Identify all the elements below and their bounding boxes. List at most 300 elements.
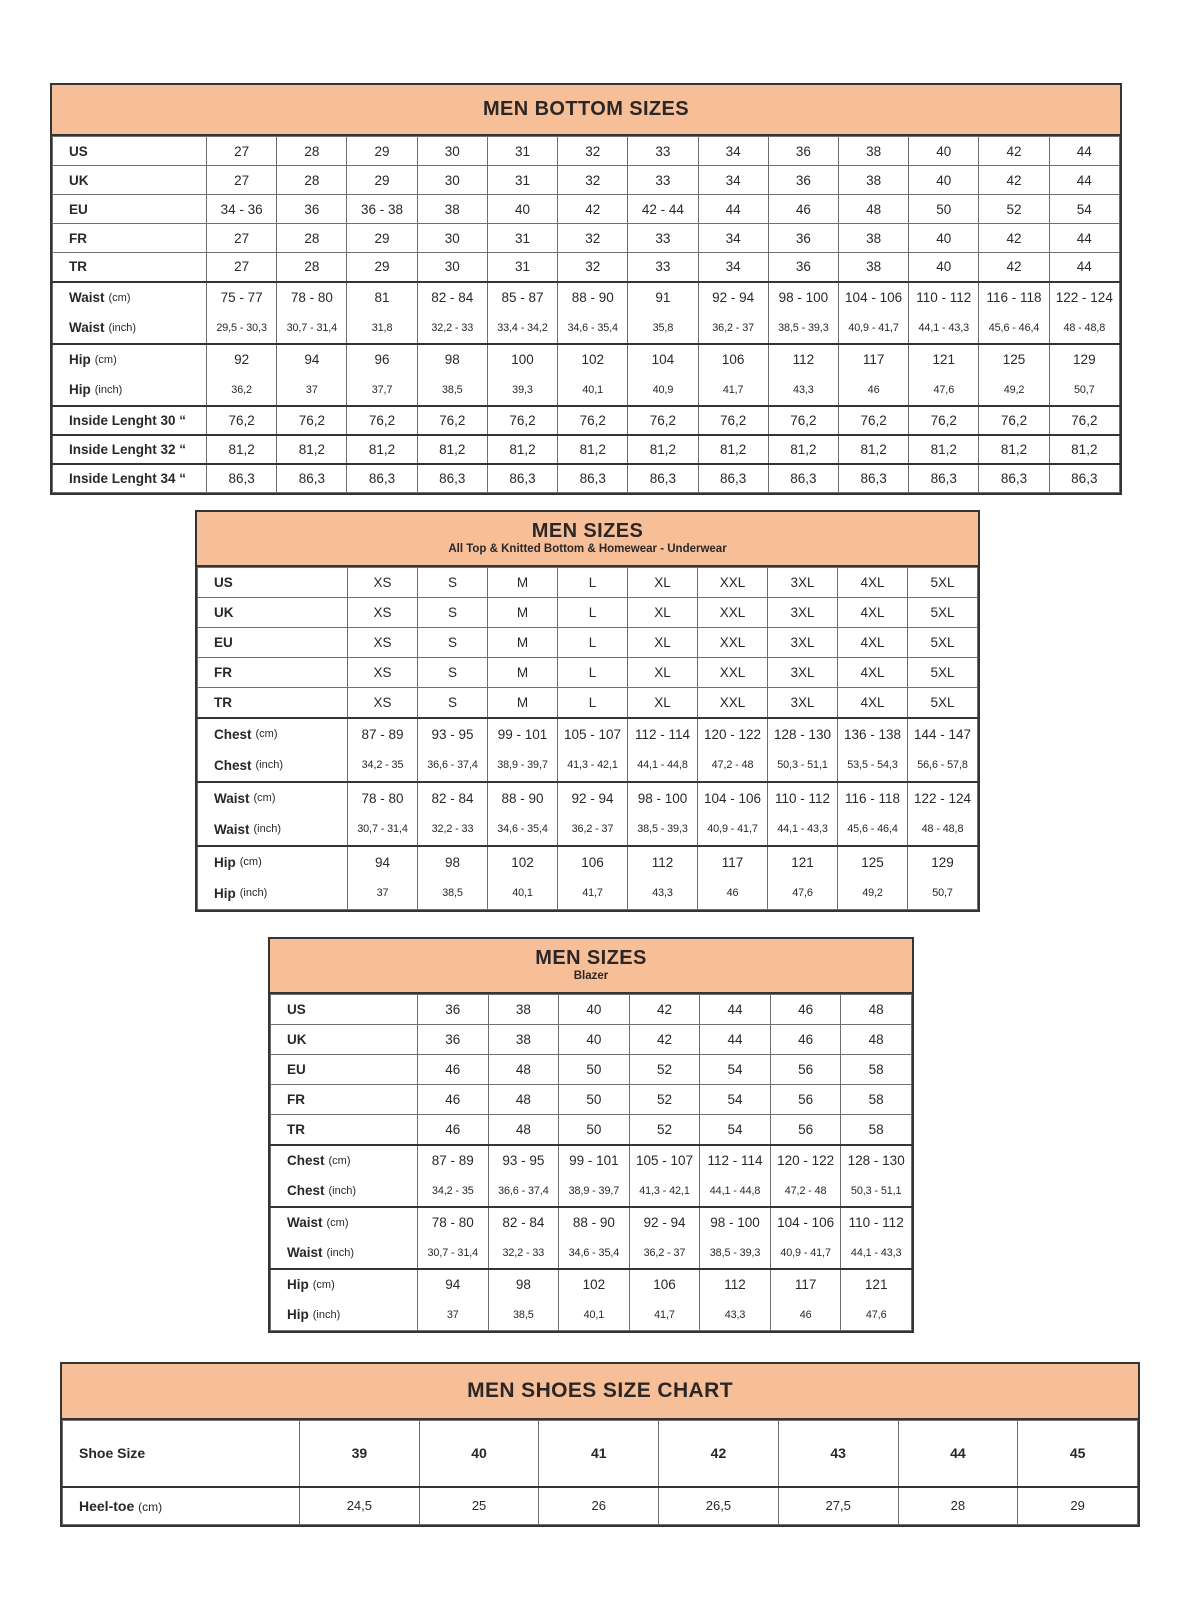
value-cell: 87 - 89 34,2 - 35 — [348, 718, 418, 782]
table-header-men-sizes-blazer — [270, 939, 912, 994]
value-cell: 82 - 84 32,2 - 33 — [488, 1207, 559, 1269]
value-cell: 4XL — [838, 598, 908, 628]
value-cell: S — [418, 568, 488, 598]
value-cell: 29 — [347, 166, 417, 195]
value-cell: 86,3 — [979, 464, 1049, 493]
value-cell: 81,2 — [698, 435, 768, 464]
table-row — [63, 1487, 1138, 1525]
value-cell: M — [488, 598, 558, 628]
value-cell: 112 - 114 44,1 - 44,8 — [628, 718, 698, 782]
value-cell: XL — [628, 628, 698, 658]
table-row — [271, 1269, 912, 1331]
value-cell: 86,3 — [768, 464, 838, 493]
value-cell: 52 — [629, 1085, 700, 1115]
men-shoes-size-grid — [62, 1420, 1138, 1525]
table-title: MEN SIZES — [535, 947, 647, 970]
value-cell: 92 36,2 — [207, 344, 277, 406]
value-cell: XS — [348, 568, 418, 598]
value-cell: 76,2 — [698, 406, 768, 435]
value-cell: 120 - 122 47,2 - 48 — [698, 718, 768, 782]
value-cell: 34 — [698, 253, 768, 282]
value-cell: 30 — [417, 253, 487, 282]
value-cell: 81,2 — [487, 435, 557, 464]
value-cell: 48 — [838, 195, 908, 224]
value-cell: XXL — [698, 688, 768, 718]
value-cell: 116 - 118 45,6 - 46,4 — [979, 282, 1049, 344]
value-cell: 40 — [909, 253, 979, 282]
value-cell: 76,2 — [487, 406, 557, 435]
value-cell: 48 — [841, 1025, 912, 1055]
value-cell: XL — [628, 658, 698, 688]
men-sizes-blazer-table — [268, 937, 914, 1333]
value-cell: 5XL — [908, 568, 978, 598]
value-cell: 36 — [418, 1025, 489, 1055]
value-cell: M — [488, 658, 558, 688]
row-label: Inside Lenght 34 “ — [53, 464, 207, 493]
row-label: TR — [271, 1115, 418, 1145]
value-cell: XL — [628, 598, 698, 628]
value-cell: 81,2 — [277, 435, 347, 464]
value-cell: 86,3 — [487, 464, 557, 493]
value-cell: 128 - 130 50,3 - 51,1 — [841, 1145, 912, 1207]
value-cell: 81,2 — [347, 435, 417, 464]
value-cell: 25 — [419, 1487, 539, 1525]
value-cell: 91 35,8 — [628, 282, 698, 344]
value-cell: 50 — [909, 195, 979, 224]
table-row — [53, 435, 1120, 464]
value-cell: 26,5 — [659, 1487, 779, 1525]
value-cell: 106 41,7 — [629, 1269, 700, 1331]
table-row — [198, 718, 978, 782]
value-cell: 129 50,7 — [1049, 344, 1119, 406]
value-cell: 117 46 — [770, 1269, 841, 1331]
value-cell: 29 — [1018, 1487, 1138, 1525]
value-cell: 48 — [488, 1115, 559, 1145]
value-cell: 86,3 — [628, 464, 698, 493]
value-cell: 50 — [559, 1115, 630, 1145]
value-cell: 31 — [487, 253, 557, 282]
value-cell: 56 — [770, 1115, 841, 1145]
table-row — [198, 688, 978, 718]
value-cell: 44 — [698, 195, 768, 224]
value-cell: 78 - 80 30,7 - 31,4 — [348, 782, 418, 846]
value-cell: 40 — [419, 1421, 539, 1487]
value-cell: 40 — [909, 137, 979, 166]
value-cell: 44 — [898, 1421, 1018, 1487]
value-cell: 100 39,3 — [487, 344, 557, 406]
value-cell: 34 — [698, 166, 768, 195]
value-cell: 92 - 94 36,2 - 37 — [629, 1207, 700, 1269]
table-row — [53, 253, 1120, 282]
value-cell: 33 — [628, 253, 698, 282]
value-cell: 3XL — [768, 658, 838, 688]
value-cell: 76,2 — [558, 406, 628, 435]
value-cell: 93 - 95 36,6 - 37,4 — [418, 718, 488, 782]
value-cell: 98 - 100 38,5 - 39,3 — [628, 782, 698, 846]
row-label: Heel-toe (cm) — [63, 1487, 300, 1525]
value-cell: 38 — [838, 224, 908, 253]
value-cell: L — [558, 628, 628, 658]
value-cell: S — [418, 658, 488, 688]
row-label: EU — [271, 1055, 418, 1085]
row-label: Chest (cm) Chest (inch) — [198, 718, 348, 782]
value-cell: 112 43,3 — [700, 1269, 771, 1331]
value-cell: 44 — [1049, 137, 1119, 166]
value-cell: 4XL — [838, 568, 908, 598]
value-cell: 102 40,1 — [558, 344, 628, 406]
value-cell: 76,2 — [1049, 406, 1119, 435]
table-row — [271, 1145, 912, 1207]
value-cell: L — [558, 658, 628, 688]
value-cell: 105 - 107 41,3 - 42,1 — [558, 718, 628, 782]
value-cell: 94 37 — [418, 1269, 489, 1331]
value-cell: 86,3 — [838, 464, 908, 493]
row-label: US — [198, 568, 348, 598]
row-label: FR — [271, 1085, 418, 1115]
value-cell: 76,2 — [277, 406, 347, 435]
table-row — [63, 1421, 1138, 1487]
value-cell: 110 - 112 44,1 - 43,3 — [768, 782, 838, 846]
value-cell: 42 — [979, 137, 1049, 166]
value-cell: M — [488, 568, 558, 598]
value-cell: 76,2 — [207, 406, 277, 435]
value-cell: 24,5 — [300, 1487, 420, 1525]
value-cell: 39 — [300, 1421, 420, 1487]
value-cell: 31 — [487, 224, 557, 253]
row-label: US — [271, 995, 418, 1025]
value-cell: 81,2 — [207, 435, 277, 464]
value-cell: 86,3 — [698, 464, 768, 493]
value-cell: 58 — [841, 1085, 912, 1115]
table-title: MEN BOTTOM SIZES — [482, 98, 690, 120]
value-cell: 94 37 — [277, 344, 347, 406]
table-subtitle: Blazer — [573, 970, 609, 983]
value-cell: 36 — [277, 195, 347, 224]
value-cell: 42 — [629, 1025, 700, 1055]
table-title: MEN SHOES SIZE CHART — [467, 1378, 733, 1402]
value-cell: 32 — [558, 166, 628, 195]
value-cell: 92 - 94 36,2 - 37 — [698, 282, 768, 344]
value-cell: XL — [628, 688, 698, 718]
table-row — [271, 995, 912, 1025]
value-cell: 85 - 87 33,4 - 34,2 — [487, 282, 557, 344]
row-label: Inside Lenght 30 “ — [53, 406, 207, 435]
value-cell: 38 — [417, 195, 487, 224]
table-header-men-bottom-sizes — [52, 85, 1120, 136]
value-cell: 104 - 106 40,9 - 41,7 — [838, 282, 908, 344]
value-cell: 44 — [1049, 166, 1119, 195]
value-cell: 86,3 — [277, 464, 347, 493]
value-cell: 27,5 — [778, 1487, 898, 1525]
value-cell: 50 — [559, 1085, 630, 1115]
value-cell: 33 — [628, 137, 698, 166]
value-cell: 38 — [838, 253, 908, 282]
value-cell: 36 - 38 — [347, 195, 417, 224]
table-row — [198, 568, 978, 598]
value-cell: 36 — [418, 995, 489, 1025]
value-cell: 46 — [768, 195, 838, 224]
value-cell: 94 37 — [348, 846, 418, 910]
value-cell: 38 — [838, 166, 908, 195]
value-cell: 144 - 147 56,6 - 57,8 — [908, 718, 978, 782]
value-cell: 27 — [207, 224, 277, 253]
value-cell: 81,2 — [768, 435, 838, 464]
value-cell: 128 - 130 50,3 - 51,1 — [768, 718, 838, 782]
value-cell: 46 — [418, 1085, 489, 1115]
value-cell: 98 - 100 38,5 - 39,3 — [768, 282, 838, 344]
value-cell: 76,2 — [347, 406, 417, 435]
value-cell: 48 — [488, 1085, 559, 1115]
table-title: MEN SIZES — [531, 520, 644, 543]
value-cell: 98 38,5 — [488, 1269, 559, 1331]
value-cell: 42 — [979, 253, 1049, 282]
value-cell: 42 — [979, 166, 1049, 195]
value-cell: 86,3 — [417, 464, 487, 493]
value-cell: 43 — [778, 1421, 898, 1487]
value-cell: XS — [348, 598, 418, 628]
value-cell: 40 — [909, 166, 979, 195]
value-cell: 87 - 89 34,2 - 35 — [418, 1145, 489, 1207]
value-cell: 29 — [347, 224, 417, 253]
value-cell: 76,2 — [838, 406, 908, 435]
value-cell: XXL — [698, 658, 768, 688]
value-cell: 26 — [539, 1487, 659, 1525]
value-cell: 58 — [841, 1115, 912, 1145]
value-cell: 52 — [629, 1115, 700, 1145]
value-cell: L — [558, 688, 628, 718]
value-cell: 54 — [700, 1115, 771, 1145]
value-cell: 40 — [909, 224, 979, 253]
value-cell: 102 40,1 — [488, 846, 558, 910]
value-cell: XXL — [698, 628, 768, 658]
table-row — [53, 344, 1120, 406]
value-cell: 42 — [659, 1421, 779, 1487]
table-row — [53, 224, 1120, 253]
value-cell: 117 46 — [698, 846, 768, 910]
row-label: EU — [53, 195, 207, 224]
value-cell: 40 — [487, 195, 557, 224]
value-cell: 4XL — [838, 658, 908, 688]
row-label: Shoe Size — [63, 1421, 300, 1487]
value-cell: 81 31,8 — [347, 282, 417, 344]
value-cell: 112 43,3 — [628, 846, 698, 910]
value-cell: 105 - 107 41,3 - 42,1 — [629, 1145, 700, 1207]
row-label: TR — [198, 688, 348, 718]
value-cell: 121 47,6 — [768, 846, 838, 910]
value-cell: 125 49,2 — [838, 846, 908, 910]
row-label: UK — [53, 166, 207, 195]
row-label: Hip (cm) Hip (inch) — [53, 344, 207, 406]
value-cell: 58 — [841, 1055, 912, 1085]
value-cell: 36 — [768, 166, 838, 195]
value-cell: 120 - 122 47,2 - 48 — [770, 1145, 841, 1207]
value-cell: 5XL — [908, 628, 978, 658]
value-cell: 56 — [770, 1085, 841, 1115]
value-cell: 104 - 106 40,9 - 41,7 — [698, 782, 768, 846]
value-cell: 88 - 90 34,6 - 35,4 — [559, 1207, 630, 1269]
value-cell: 110 - 112 44,1 - 43,3 — [909, 282, 979, 344]
value-cell: 4XL — [838, 688, 908, 718]
table-row — [53, 166, 1120, 195]
value-cell: 27 — [207, 166, 277, 195]
value-cell: 54 — [700, 1055, 771, 1085]
table-row — [53, 406, 1120, 435]
table-row — [271, 1025, 912, 1055]
table-row — [198, 628, 978, 658]
table-row — [53, 195, 1120, 224]
value-cell: 40 — [559, 995, 630, 1025]
table-header-men-sizes-top — [197, 512, 978, 567]
row-label: Waist (cm) Waist (inch) — [53, 282, 207, 344]
table-row — [271, 1207, 912, 1269]
value-cell: 93 - 95 36,6 - 37,4 — [488, 1145, 559, 1207]
value-cell: 86,3 — [558, 464, 628, 493]
men-sizes-top-table — [195, 510, 980, 912]
value-cell: 54 — [700, 1085, 771, 1115]
value-cell: XXL — [698, 598, 768, 628]
value-cell: XXL — [698, 568, 768, 598]
row-label: EU — [198, 628, 348, 658]
value-cell: 98 38,5 — [417, 344, 487, 406]
value-cell: 76,2 — [979, 406, 1049, 435]
value-cell: L — [558, 598, 628, 628]
value-cell: 81,2 — [417, 435, 487, 464]
value-cell: 52 — [629, 1055, 700, 1085]
value-cell: 116 - 118 45,6 - 46,4 — [838, 782, 908, 846]
row-label: TR — [53, 253, 207, 282]
value-cell: 75 - 77 29,5 - 30,3 — [207, 282, 277, 344]
value-cell: 82 - 84 32,2 - 33 — [418, 782, 488, 846]
value-cell: 3XL — [768, 628, 838, 658]
row-label: Waist (cm) Waist (inch) — [198, 782, 348, 846]
value-cell: 36 — [768, 137, 838, 166]
table-row — [198, 658, 978, 688]
value-cell: 88 - 90 34,6 - 35,4 — [558, 282, 628, 344]
value-cell: 5XL — [908, 688, 978, 718]
value-cell: S — [418, 688, 488, 718]
value-cell: 76,2 — [768, 406, 838, 435]
men-bottom-sizes-table — [50, 83, 1122, 495]
value-cell: 92 - 94 36,2 - 37 — [558, 782, 628, 846]
value-cell: 40 — [559, 1025, 630, 1055]
value-cell: 45 — [1018, 1421, 1138, 1487]
value-cell: 81,2 — [1049, 435, 1119, 464]
value-cell: 44 — [700, 995, 771, 1025]
value-cell: 104 - 106 40,9 - 41,7 — [770, 1207, 841, 1269]
value-cell: 99 - 101 38,9 - 39,7 — [488, 718, 558, 782]
value-cell: 42 — [558, 195, 628, 224]
table-row — [53, 137, 1120, 166]
value-cell: 56 — [770, 1055, 841, 1085]
value-cell: 81,2 — [909, 435, 979, 464]
value-cell: 96 37,7 — [347, 344, 417, 406]
row-label: Hip (cm) Hip (inch) — [198, 846, 348, 910]
table-row — [271, 1055, 912, 1085]
value-cell: 38 — [838, 137, 908, 166]
table-row — [53, 282, 1120, 344]
value-cell: 48 — [488, 1055, 559, 1085]
value-cell: 121 47,6 — [909, 344, 979, 406]
row-label: Chest (cm) Chest (inch) — [271, 1145, 418, 1207]
value-cell: 3XL — [768, 598, 838, 628]
value-cell: 54 — [1049, 195, 1119, 224]
value-cell: 50 — [559, 1055, 630, 1085]
value-cell: 31 — [487, 137, 557, 166]
value-cell: M — [488, 628, 558, 658]
value-cell: 48 — [841, 995, 912, 1025]
value-cell: 36 — [768, 224, 838, 253]
value-cell: 86,3 — [347, 464, 417, 493]
value-cell: 121 47,6 — [841, 1269, 912, 1331]
value-cell: 4XL — [838, 628, 908, 658]
value-cell: 41 — [539, 1421, 659, 1487]
value-cell: 3XL — [768, 688, 838, 718]
value-cell: 33 — [628, 166, 698, 195]
row-label: Waist (cm) Waist (inch) — [271, 1207, 418, 1269]
value-cell: XS — [348, 628, 418, 658]
row-label: Inside Lenght 32 “ — [53, 435, 207, 464]
value-cell: 46 — [770, 995, 841, 1025]
value-cell: 28 — [898, 1487, 1018, 1525]
value-cell: 5XL — [908, 658, 978, 688]
table-header-men-shoes — [62, 1364, 1138, 1420]
value-cell: 117 46 — [838, 344, 908, 406]
value-cell: 29 — [347, 253, 417, 282]
value-cell: S — [418, 628, 488, 658]
value-cell: 44 — [1049, 224, 1119, 253]
row-label: Hip (cm) Hip (inch) — [271, 1269, 418, 1331]
value-cell: 86,3 — [1049, 464, 1119, 493]
value-cell: 104 40,9 — [628, 344, 698, 406]
value-cell: 106 41,7 — [558, 846, 628, 910]
value-cell: 46 — [418, 1055, 489, 1085]
value-cell: 5XL — [908, 598, 978, 628]
value-cell: 38 — [488, 995, 559, 1025]
value-cell: 52 — [979, 195, 1049, 224]
value-cell: 44 — [700, 1025, 771, 1055]
value-cell: 28 — [277, 137, 347, 166]
value-cell: 125 49,2 — [979, 344, 1049, 406]
value-cell: M — [488, 688, 558, 718]
value-cell: 42 - 44 — [628, 195, 698, 224]
table-row — [271, 1115, 912, 1145]
value-cell: 136 - 138 53,5 - 54,3 — [838, 718, 908, 782]
value-cell: 46 — [418, 1115, 489, 1145]
value-cell: 81,2 — [979, 435, 1049, 464]
value-cell: 30 — [417, 166, 487, 195]
men-bottom-sizes-grid — [52, 136, 1120, 493]
value-cell: 46 — [770, 1025, 841, 1055]
value-cell: 30 — [417, 224, 487, 253]
value-cell: 29 — [347, 137, 417, 166]
value-cell: 122 - 124 48 - 48,8 — [1049, 282, 1119, 344]
value-cell: XL — [628, 568, 698, 598]
table-row — [198, 846, 978, 910]
value-cell: 78 - 80 30,7 - 31,4 — [277, 282, 347, 344]
value-cell: 28 — [277, 166, 347, 195]
value-cell: 99 - 101 38,9 - 39,7 — [559, 1145, 630, 1207]
value-cell: 112 - 114 44,1 - 44,8 — [700, 1145, 771, 1207]
value-cell: 86,3 — [909, 464, 979, 493]
value-cell: 36 — [768, 253, 838, 282]
value-cell: 81,2 — [558, 435, 628, 464]
value-cell: 30 — [417, 137, 487, 166]
table-row — [198, 782, 978, 846]
value-cell: XS — [348, 688, 418, 718]
value-cell: 122 - 124 48 - 48,8 — [908, 782, 978, 846]
value-cell: 129 50,7 — [908, 846, 978, 910]
table-row — [271, 1085, 912, 1115]
